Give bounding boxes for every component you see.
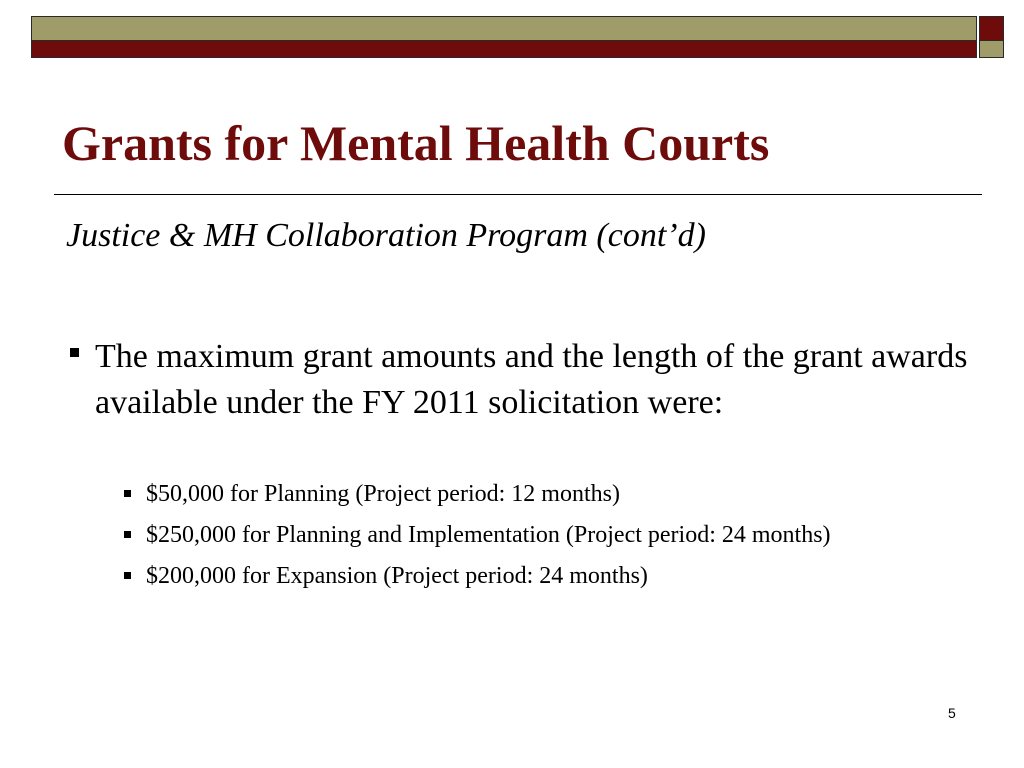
header-corner-maroon [979,16,1004,41]
header-band-olive [31,16,977,41]
main-bullet-text: The maximum grant amounts and the length of the grant awards available under the FY 2011 solicitation were: [95,338,968,421]
square-bullet-icon [124,490,131,497]
header-corner-olive [979,41,1004,58]
sub-bullet-text: $250,000 for Planning and Implementation (Project period: 24 months) [146,522,831,548]
square-bullet-icon [124,531,131,538]
slide-title: Grants for Mental Health Courts [62,115,770,171]
title-divider [54,194,982,195]
sub-bullet-item [124,521,1004,562]
square-bullet-icon [70,348,79,357]
sub-bullet-item [124,562,1004,603]
main-bullet [70,334,970,426]
sub-bullet-text: $200,000 for Expansion (Project period: 24 months) [146,563,648,589]
slide-subtitle: Justice & MH Collaboration Program (cont’d) [66,217,706,254]
page-number: 5 [948,705,956,721]
header-band-maroon [31,41,977,58]
square-bullet-icon [124,572,131,579]
sub-bullet-text: $50,000 for Planning (Project period: 12 months) [146,481,620,507]
sub-bullet-list [124,480,1004,603]
sub-bullet-item [124,480,1004,521]
